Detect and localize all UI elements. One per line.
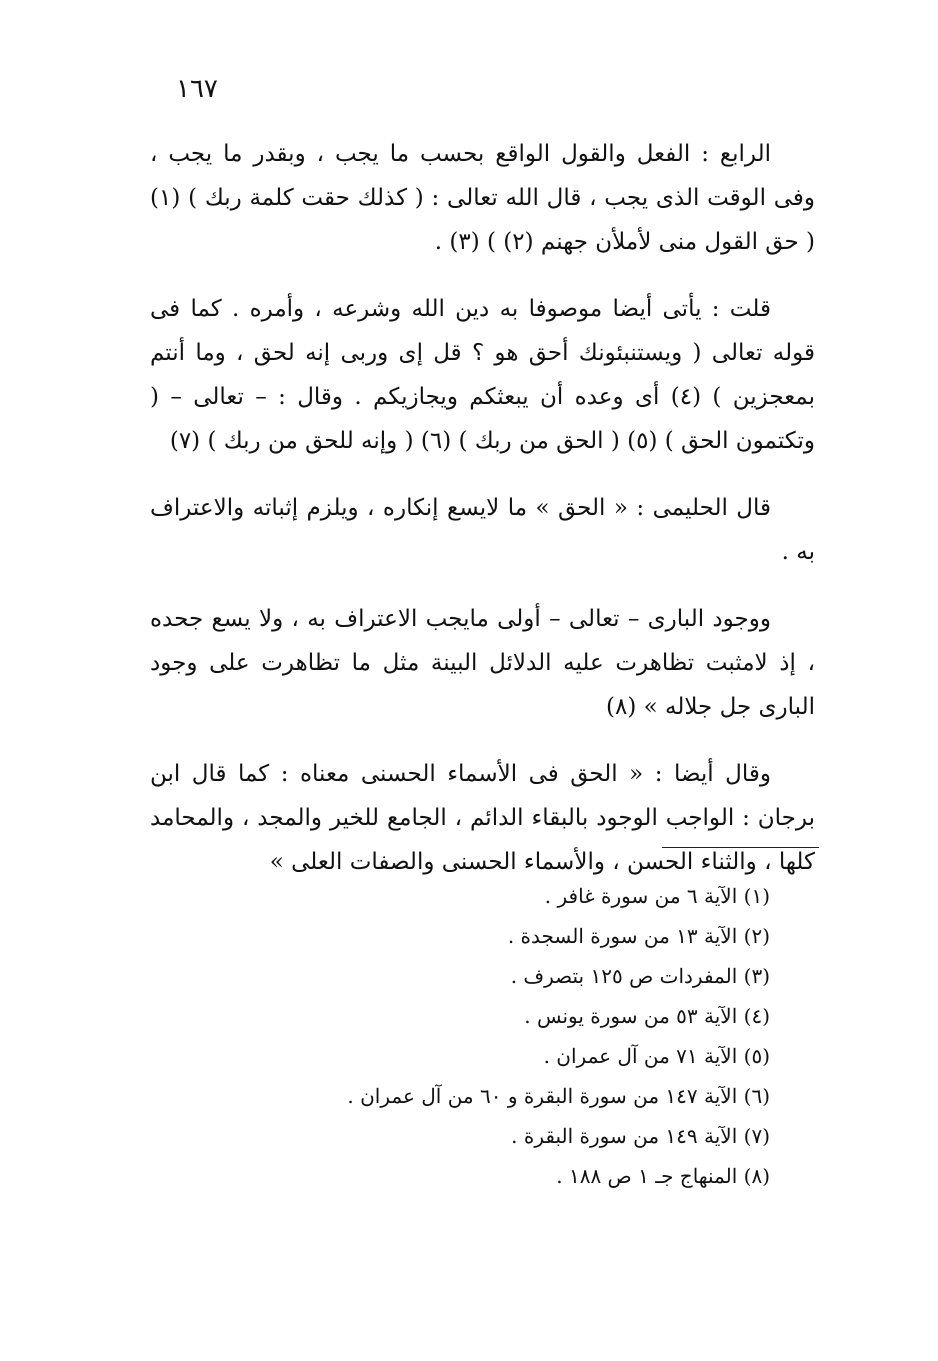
footnote: (١) الآية ٦ من سورة غافر . xyxy=(544,884,770,908)
paragraph: الرابع : الفعل والقول الواقع بحسب ما يجب ، وبقدر ما يجب ، وفى الوقت الذى يجب ، قال الله تعالى : ( كذلك حقت كلمة ربك ) (١) ( حق القول منى لأملأن جهنم (٢) ) (٣) . xyxy=(150,141,815,255)
footnote: (٧) الآية ١٤٩ من سورة البقرة . xyxy=(511,1124,770,1148)
paragraph: وقال أيضا : « الحق فى الأسماء الحسنى معناه : كما قال ابن برجان : الواجب الوجود بالبقاء الدائم ، الجامع للخير والمجد ، والمحامد كلها ، والثناء الحسن ، والأسماء الحسنى والصفات العلى » xyxy=(150,761,815,875)
footnotes xyxy=(300,876,770,1196)
footnote: (٣) المفردات ص ١٢٥ بتصرف . xyxy=(510,964,770,988)
footnote: (٤) الآية ٥٣ من سورة يونس . xyxy=(524,1004,770,1028)
page-number: ١٦٧ xyxy=(176,74,218,104)
footnote: (٦) الآية ١٤٧ من سورة البقرة و ٦٠ من آل عمران . xyxy=(347,1084,770,1108)
footnote-separator xyxy=(662,847,819,848)
paragraph: قال الحليمى : « الحق » ما لايسع إنكاره ، ويلزم إثباته والاعتراف به . xyxy=(150,495,815,565)
paragraph: ووجود البارى – تعالى – أولى مايجب الاعتراف به ، ولا يسع جحده ، إذ لامثبت تظاهرت عليه الدلائل البينة مثل ما تظاهرت على وجود البارى جل جلاله » (٨) xyxy=(150,606,815,720)
footnote: (٢) الآية ١٣ من سورة السجدة . xyxy=(507,924,770,948)
footnote: (٥) الآية ٧١ من آل عمران . xyxy=(543,1044,770,1068)
main-text xyxy=(150,132,815,907)
footnote: (٨) المنهاج جـ ١ ص ١٨٨ . xyxy=(556,1164,770,1188)
paragraph: قلت : يأتى أيضا موصوفا به دين الله وشرعه ، وأمره . كما فى قوله تعالى ( ويستنبئونك أحق هو ؟ قل إى وربى إنه لحق ، وما أنتم بمعجزين ) (٤) أى وعده أن يبعثكم ويجازيكم . وقال : – تعالى – ( وتكتمون الحق ) (٥) ( الحق من ربك ) (٦) ( وإنه للحق من ربك ) (٧) xyxy=(150,296,816,454)
